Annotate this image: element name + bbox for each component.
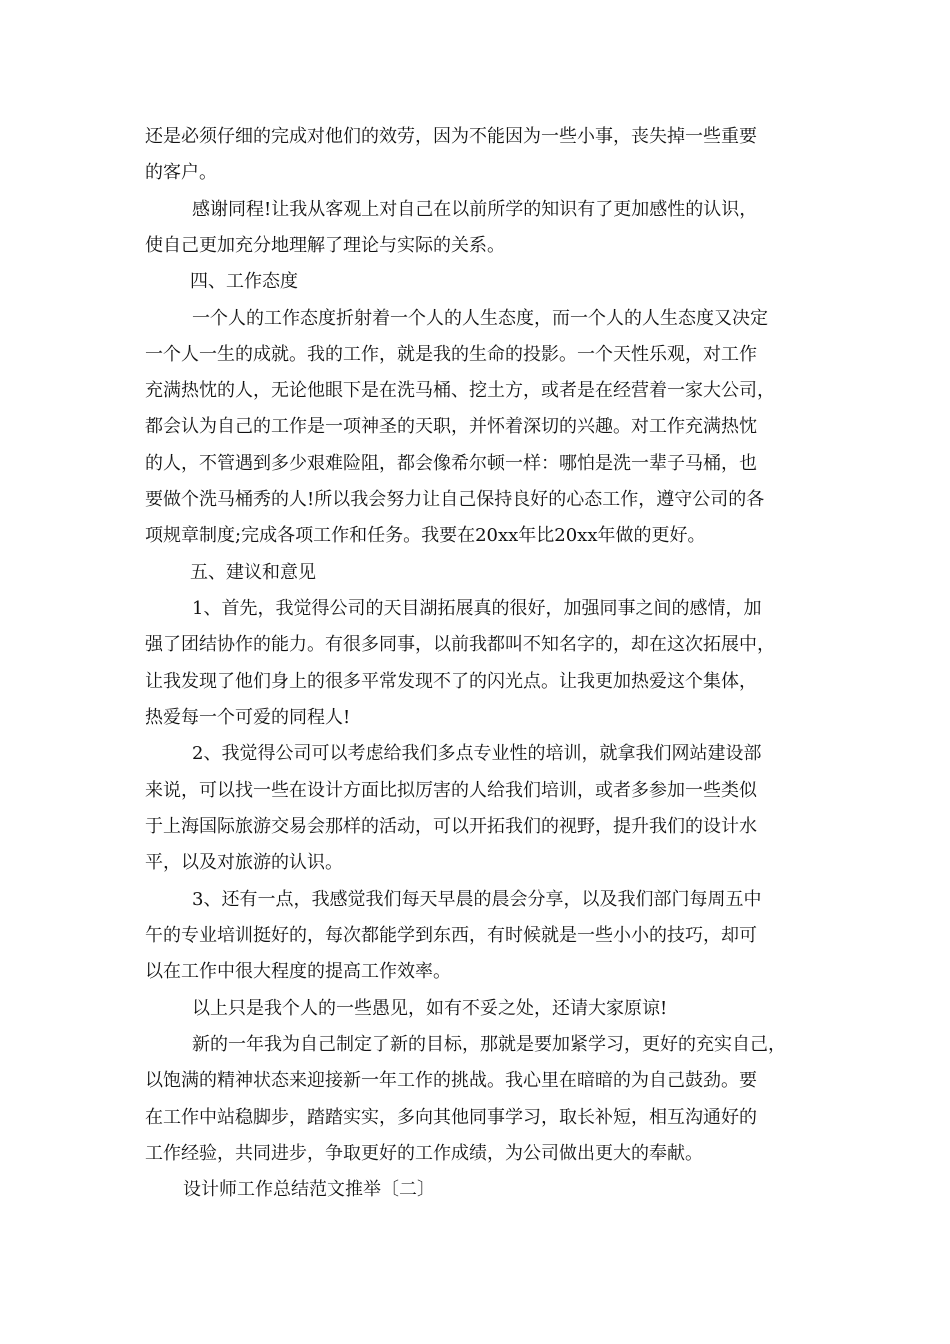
paragraph-line: 让我发现了他们身上的很多平常发现不了的闪光点。让我更加热爱这个集体， bbox=[145, 671, 757, 692]
section-heading: 四、工作态度 bbox=[190, 271, 298, 292]
paragraph-line: 还是必须仔细的完成对他们的效劳，因为不能因为一些小事，丧失掉一些重要 bbox=[145, 126, 757, 147]
paragraph-line: 2、我觉得公司可以考虑给我们多点专业性的培训，就拿我们网站建设部 bbox=[192, 743, 762, 764]
paragraph-line: 3、还有一点，我感觉我们每天早晨的晨会分享，以及我们部门每周五中 bbox=[192, 889, 762, 910]
paragraph-line: 于上海国际旅游交易会那样的活动，可以开拓我们的视野，提升我们的设计水 bbox=[145, 816, 757, 837]
paragraph-line: 来说，可以找一些在设计方面比拟厉害的人给我们培训，或者多参加一些类似 bbox=[145, 780, 757, 801]
paragraph-line: 新的一年我为自己制定了新的目标，那就是要加紧学习，更好的充实自己， bbox=[192, 1034, 786, 1055]
paragraph-line: 项规章制度;完成各项工作和任务。我要在20xx年比20xx年做的更好。 bbox=[145, 525, 706, 546]
paragraph-line: 以上只是我个人的一些愚见，如有不妥之处，还请大家原谅! bbox=[192, 998, 668, 1019]
paragraph-line: 午的专业培训挺好的，每次都能学到东西，有时候就是一些小小的技巧，却可 bbox=[145, 925, 757, 946]
paragraph-line: 都会认为自己的工作是一项神圣的天职，并怀着深切的兴趣。对工作充满热忱 bbox=[145, 416, 757, 437]
paragraph-line: 1、首先，我觉得公司的天目湖拓展真的很好，加强同事之间的感情，加 bbox=[192, 598, 762, 619]
paragraph-line: 要做个洗马桶秀的人!所以我会努力让自己保持良好的心态工作，遵守公司的各 bbox=[145, 489, 765, 510]
paragraph-line: 以在工作中很大程度的提高工作效率。 bbox=[145, 961, 451, 982]
paragraph-line: 强了团结协作的能力。有很多同事，以前我都叫不知名字的，却在这次拓展中， bbox=[145, 634, 775, 655]
paragraph-line: 以饱满的精神状态来迎接新一年工作的挑战。我心里在暗暗的为自己鼓劲。要 bbox=[145, 1070, 757, 1091]
paragraph-line: 的客户。 bbox=[145, 162, 217, 183]
paragraph-line: 的人，不管遇到多少艰难险阻，都会像希尔顿一样：哪怕是洗一辈子马桶，也 bbox=[145, 453, 757, 474]
paragraph-line: 热爱每一个可爱的同程人! bbox=[145, 707, 351, 728]
paragraph-line: 一个人的工作态度折射着一个人的人生态度，而一个人的人生态度又决定 bbox=[192, 308, 768, 329]
paragraph-line: 感谢同程!让我从客观上对自己在以前所学的知识有了更加感性的认识， bbox=[192, 199, 758, 220]
section-heading: 五、建议和意见 bbox=[190, 562, 316, 583]
paragraph-line: 平，以及对旅游的认识。 bbox=[145, 852, 343, 873]
paragraph-line: 充满热忱的人，无论他眼下是在洗马桶、挖土方，或者是在经营着一家大公司， bbox=[145, 380, 775, 401]
paragraph-line: 使自己更加充分地理解了理论与实际的关系。 bbox=[145, 235, 505, 256]
paragraph-line: 工作经验，共同进步，争取更好的工作成绩，为公司做出更大的奉献。 bbox=[145, 1143, 703, 1164]
section-title: 设计师工作总结范文推举〔二〕 bbox=[183, 1179, 435, 1200]
paragraph-line: 一个人一生的成就。我的工作，就是我的生命的投影。一个天性乐观，对工作 bbox=[145, 344, 757, 365]
paragraph-line: 在工作中站稳脚步，踏踏实实，多向其他同事学习，取长补短，相互沟通好的 bbox=[145, 1107, 757, 1128]
